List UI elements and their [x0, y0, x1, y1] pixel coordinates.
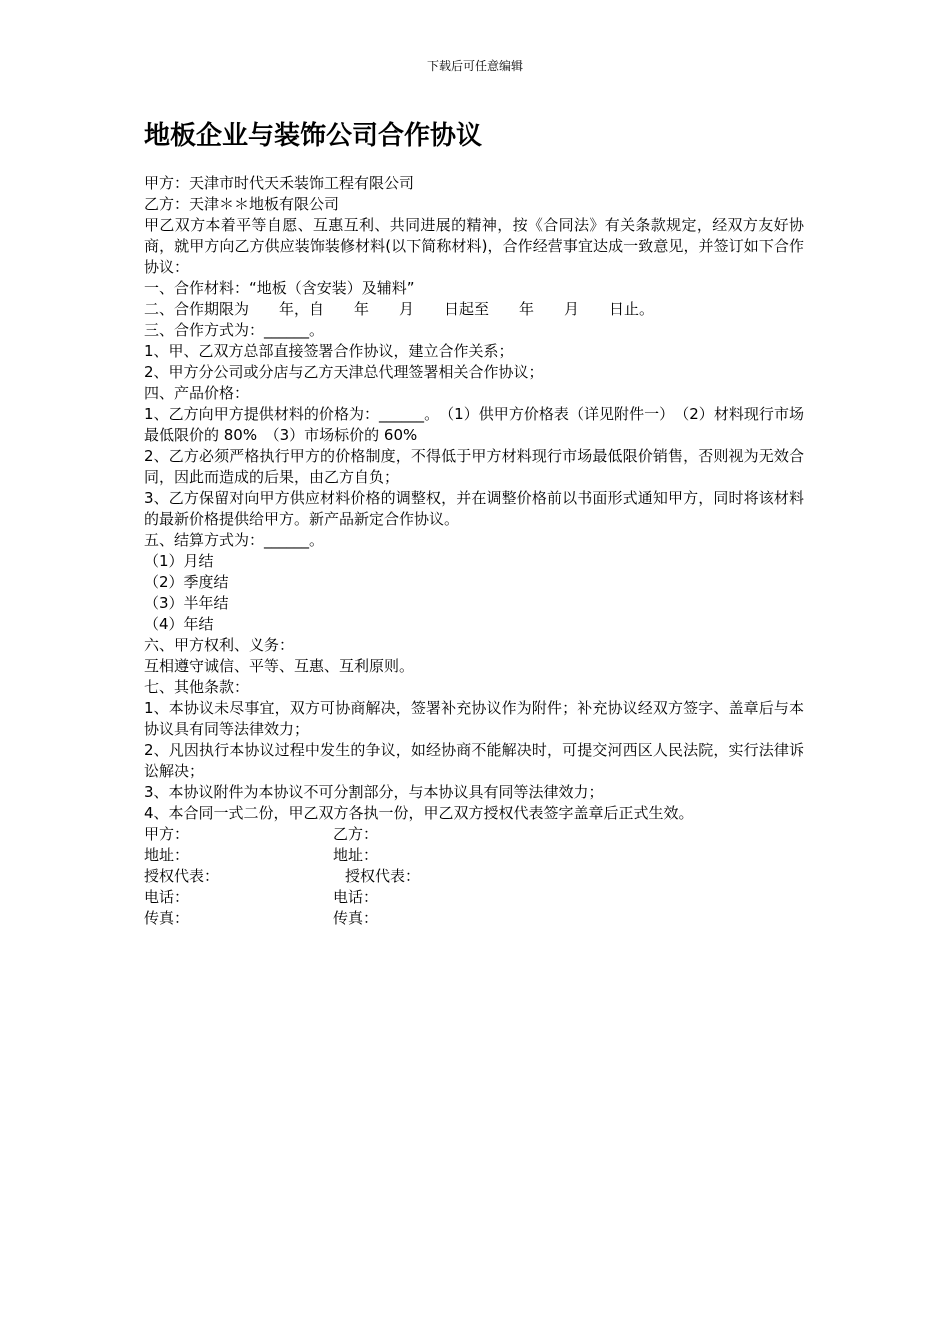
signature-rep-a: 授权代表： [144, 867, 220, 885]
price-item-2: 2、乙方必须严格执行甲方的价格制度，不得低于甲方材料现行市场最低限价销售，否则视为无效合同，因此而造成的后果，由乙方自负； [144, 447, 804, 486]
signature-fax-row [144, 908, 804, 929]
signature-address-b: 地址： [333, 846, 379, 864]
signature-address-row [144, 845, 804, 866]
signature-party-b: 乙方： [333, 825, 379, 843]
cooperation-mode-item-1: 1、甲、乙双方总部直接签署合作协议，建立合作关系； [144, 342, 514, 360]
other-terms-item-3: 3、本协议附件为本协议不可分割部分，与本协议具有同等法律效力； [144, 783, 604, 801]
price-item-3: 3、乙方保留对向甲方供应材料价格的调整权，并在调整价格前以书面形式通知甲方，同时将该材料的最新价格提供给甲方。新产品新定合作协议。 [144, 489, 804, 528]
signature-phone-row [144, 887, 804, 908]
signature-fax-a: 传真： [144, 909, 190, 927]
settlement-option-2: （2）季度结 [144, 573, 229, 591]
party-a-line: 甲方：天津市时代天禾装饰工程有限公司 [144, 174, 415, 192]
signature-phone-b: 电话： [333, 888, 379, 906]
header-note: 下载后可任意编辑 [426, 59, 523, 73]
section-rights: 六、甲方权利、义务： [144, 636, 295, 654]
other-terms-item-4: 4、本合同一式二份，甲乙双方各执一份，甲乙双方授权代表签字盖章后正式生效。 [144, 804, 694, 822]
section-term: 二、合作期限为 年，自 年 月 日起至 年 月 日止。 [144, 300, 655, 318]
signature-party-row [144, 824, 804, 845]
signature-fax-b: 传真： [333, 909, 379, 927]
section-other-terms: 七、其他条款： [144, 678, 250, 696]
signature-phone-a: 电话： [144, 888, 190, 906]
price-item-1: 1、乙方向甲方提供材料的价格为：______。 （1）供甲方价格表（详见附件一） （2）材料现行市场最低限价的 80% （3）市场标价的 60% [144, 405, 804, 444]
section-settlement: 五、结算方式为：______。 [144, 531, 325, 549]
section-cooperation-mode: 三、合作方式为：______。 [144, 321, 325, 339]
section-price: 四、产品价格： [144, 384, 250, 402]
document-body [144, 173, 804, 929]
rights-text: 互相遵守诚信、平等、互惠、互利原则。 [144, 657, 415, 675]
settlement-option-3: （3）半年结 [144, 594, 229, 612]
section-materials: 一、合作材料：“地板（含安装）及辅料” [144, 279, 415, 297]
settlement-option-4: （4）年结 [144, 615, 214, 633]
signature-rep-row [144, 866, 804, 887]
signature-party-a: 甲方： [144, 825, 190, 843]
settlement-option-1: （1）月结 [144, 552, 214, 570]
cooperation-mode-item-2: 2、甲方分公司或分店与乙方天津总代理签署相关合作协议； [144, 363, 544, 381]
other-terms-item-1: 1、本协议未尽事宜，双方可协商解决，签署补充协议作为附件；补充协议经双方签字、盖章后与本协议具有同等法律效力； [144, 699, 804, 738]
intro-paragraph: 甲乙双方本着平等自愿、互惠互利、共同进展的精神，按《合同法》有关条款规定，经双方友好协商，就甲方向乙方供应装饰装修材料(以下简称材料)，合作经营事宜达成一致意见，并签订如下合作协议： [144, 216, 804, 276]
signature-rep-b: 授权代表： [345, 867, 421, 885]
party-b-line: 乙方：天津＊＊地板有限公司 [144, 195, 340, 213]
signature-address-a: 地址： [144, 846, 190, 864]
document-title: 地板企业与装饰公司合作协议 [144, 121, 483, 151]
other-terms-item-2: 2、凡因执行本协议过程中发生的争议，如经协商不能解决时，可提交河西区人民法院，实行法律诉讼解决； [144, 741, 804, 780]
